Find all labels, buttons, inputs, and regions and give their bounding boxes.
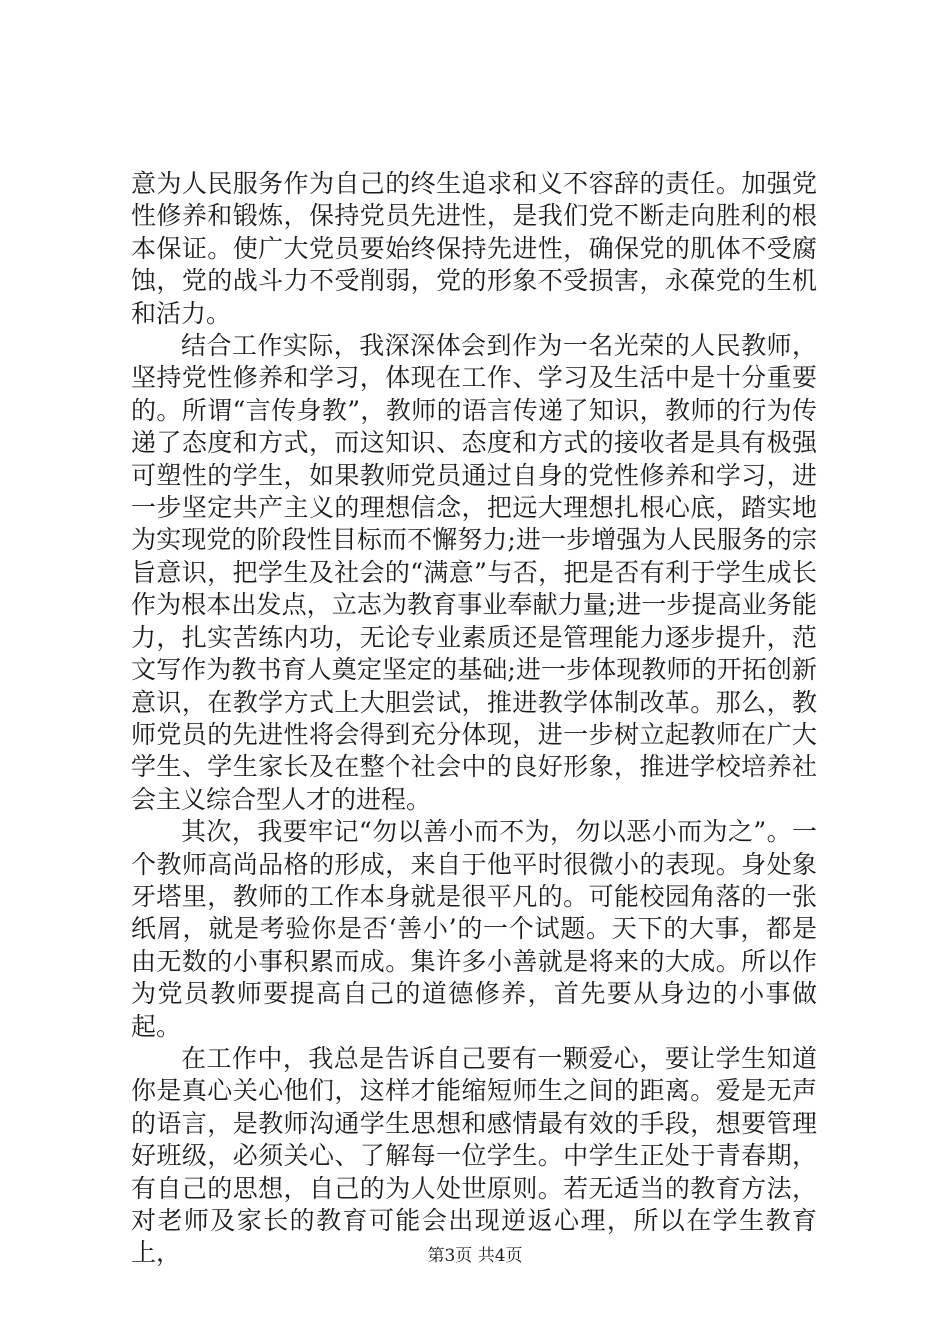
paragraph-3: 其次，我要牢记“勿以善小而不为，勿以恶小而为之”。一个教师高尚品格的形成，来自于他平时很微小的表现。身处象牙塔里，教师的工作本身就是很平凡的。可能校园角落的一张纸屑，就是考验你是否‘善小’的一个试题。天下的大事，都是由无数的小事积累而成。集许多小善就是将来的大成。所以作为党员教师要提高自己的道德修养，首先要从身边的小事做起。 (131, 817, 817, 1041)
paragraph-2: 结合工作实际，我深深体会到作为一名光荣的人民教师，坚持党性修养和学习，体现在工作、学习及生活中是十分重要的。所谓“言传身教”，教师的语言传递了知识，教师的行为传递了态度和方式，而这知识、态度和方式的接收者是具有极强可塑性的学生，如果教师党员通过自身的党性修养和学习，进一步坚定共产主义的理想信念，把远大理想扎根心底，踏实地为实现党的阶段性目标而不懈努力;进一步增强为人民服务的宗旨意识，把学生及社会的“满意”与否，把是否有利于学生成长作为根本出发点，立志为教育事业奉献力量;进一步提高业务能力，扎实苦练内功，无论专业素质还是管理能力逐步提升，范文写作为教书育人奠定坚定的基础;进一步体现教师的开拓创新意识，在教学方式上大胆尝试，推进教学体制改革。那么，教师党员的先进性将会得到充分体现，进一步树立起教师在广大学生、学生家长及在整个社会中的良好形象，推进学校培养社会主义综合型人才的进程。 (131, 331, 817, 814)
paragraph-4: 在工作中，我总是告诉自己要有一颗爱心，要让学生知道你是真心关心他们，这样才能缩短师生之间的距离。爱是无声的语言，是教师沟通学生思想和感情最有效的手段，想要管理好班级，必须关心、了解每一位学生。中学生正处于青春期，有自己的思想，自己的为人处世原则。若无适当的教育方法，对老师及家长的教育可能会出现逆返心理，所以在学生教育上， (131, 1043, 817, 1268)
page-number-footer: 第3页 共4页 (427, 1246, 523, 1266)
paragraph-1: 意为人民服务作为自己的终生追求和义不容辞的责任。加强党性修养和锻炼，保持党员先进性，是我们党不断走向胜利的根本保证。使广大党员要始终保持先进性，确保党的肌体不受腐蚀，党的战斗力不受削弱，党的形象不受损害，永葆党的生机和活力。 (131, 169, 817, 328)
document-body (131, 168, 817, 1270)
